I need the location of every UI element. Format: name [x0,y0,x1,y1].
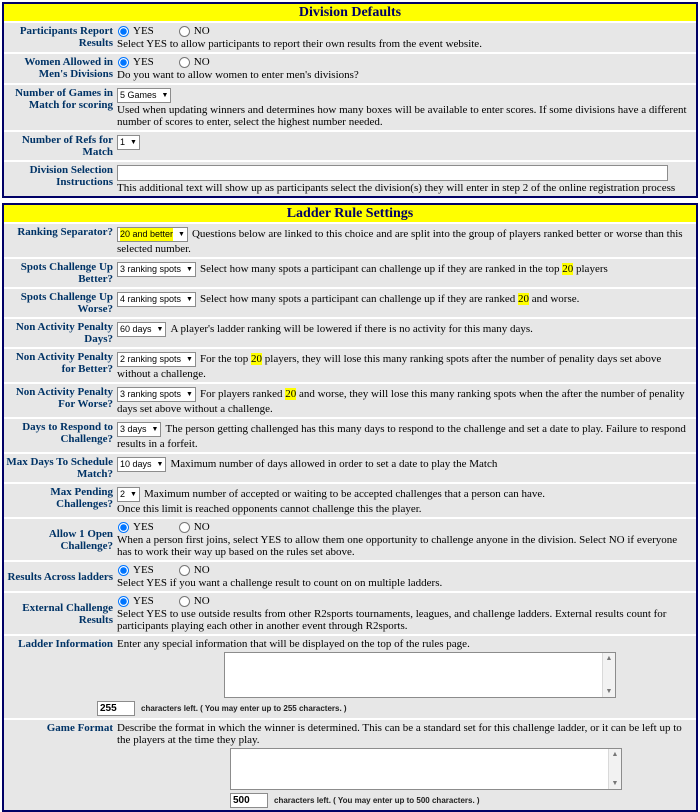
no-label: NO [193,595,210,607]
section-title: Division Defaults [4,4,696,21]
results-across-radio-group [117,564,693,576]
field-description: Select how many spots a participant can challenge up if they are ranked in the top 20 players [199,263,608,276]
chevron-down-icon: ▼ [156,326,164,333]
field-description: Maximum number of days allowed in order to set a date to play the Match [170,458,498,471]
ladder-information-count-input[interactable] [97,701,135,716]
select-value: 5 Games [120,90,157,100]
select-value: 3 ranking spots [120,264,182,274]
section-title: Ladder Rule Settings [4,205,696,222]
yes-label: YES [133,521,154,533]
spots-challenge-up-worse-select[interactable] [117,292,196,307]
counter-text: characters left. ( You may enter up to 500 characters. ) [274,795,480,805]
row-spots-challenge-up-better [4,257,696,287]
women-allowed-radio-group [117,56,693,68]
chevron-down-icon: ▼ [161,92,169,99]
game-format-count-input[interactable] [230,793,268,808]
select-value: 1 [120,137,126,147]
yes-label: YES [133,25,154,37]
chevron-down-icon: ▼ [151,426,159,433]
rank-highlight: 20 [251,353,263,366]
women-allowed-no-radio[interactable] [179,57,190,68]
row-allow-open-challenge [4,517,696,560]
row-spots-challenge-up-worse [4,287,696,317]
no-label: NO [193,564,210,576]
non-activity-penalty-worse-select[interactable] [117,387,196,402]
select-value: 60 days [120,324,152,334]
no-label: NO [193,521,210,533]
row-women-allowed [4,52,696,83]
field-label: Max Days To Schedule Match? [6,456,113,480]
division-selection-instructions-input[interactable] [117,165,668,181]
field-label: Days to Respond to Challenge? [22,421,113,445]
row-max-pending-challenges [4,482,696,517]
row-number-of-games [4,83,696,130]
field-description: Maximum number of accepted or waiting to be accepted challenges that a person can have. [143,488,545,501]
row-division-selection-instructions [4,160,696,196]
row-participants-report-results [4,21,696,52]
field-label: Non Activity Penalty Days? [15,321,113,345]
yes-label: YES [133,56,154,68]
counter-text: characters left. ( You may enter up to 255 characters. ) [141,703,347,713]
game-format-textarea[interactable] [230,748,622,790]
chevron-down-icon: ▼ [186,356,193,363]
field-label: Number of Refs for Match [21,134,113,158]
days-to-respond-select[interactable] [117,422,161,437]
max-days-to-schedule-select[interactable] [117,457,166,472]
chevron-down-icon: ▼ [186,296,193,303]
textarea-scrollbar[interactable] [608,749,621,789]
field-label: Game Format [46,722,113,734]
rank-highlight: 20 [517,293,529,306]
field-label: Allow 1 Open Challenge? [48,527,113,552]
allow-open-radio-group [117,521,693,533]
field-label: Spots Challenge Up Worse? [20,291,113,315]
row-external-challenge-results [4,591,696,634]
row-days-to-respond [4,417,696,452]
no-label: NO [193,56,210,68]
select-value: 10 days [120,459,152,469]
number-of-refs-select[interactable] [117,135,140,150]
row-results-across-ladders [4,560,696,591]
yes-label: YES [133,564,154,576]
field-description: For the top 20 players, they will lose this many ranking spots after the number of penality days set above without a challenge. [117,353,662,380]
results-across-yes-radio[interactable] [118,565,129,576]
row-ladder-information [4,634,696,718]
row-max-days-to-schedule [4,452,696,482]
no-label: NO [193,25,210,37]
field-description: This additional text will show up as participants select the division(s) they will enter in step 2 of the online registration process [117,182,676,194]
field-label: Ladder Information [18,638,113,650]
field-description: Questions below are linked to this choice and are split into the group of players ranked better or worse than this selected number. [117,228,683,255]
row-non-activity-penalty-better [4,347,696,382]
ranking-separator-select[interactable] [117,227,188,242]
field-description: The person getting challenged has this many days to respond to the challenge and set a date to play. Failure to respond results in a forfeit. [117,423,686,450]
field-description: Do you want to allow women to enter men's divisions? [117,69,359,81]
field-label: Results Across ladders [7,570,113,583]
field-label: Division Selection Instructions [29,164,113,188]
field-label: Max Pending Challenges? [50,486,113,510]
non-activity-penalty-days-select[interactable] [117,322,166,337]
row-non-activity-penalty-worse [4,382,696,417]
select-value: 2 ranking spots [120,354,182,364]
ladder-rule-settings-section [2,203,698,812]
textarea-scrollbar[interactable] [602,653,615,697]
field-label: Number of Games in Match for scoring [15,87,113,111]
chevron-down-icon: ▼ [186,266,193,273]
chevron-down-icon: ▼ [156,461,164,468]
max-pending-challenges-select[interactable] [117,487,140,502]
select-value: 2 [120,489,126,499]
field-description: Select YES to allow participants to report their own results from the event website. [117,38,482,50]
allow-open-yes-radio[interactable] [118,522,129,533]
row-number-of-refs [4,130,696,160]
select-value: 3 ranking spots [120,389,182,399]
field-description: Enter any special information that will be displayed on the top of the rules page. [117,638,470,650]
row-non-activity-penalty-days [4,317,696,347]
field-description: When a person first joins, select YES to allow them one opportunity to challenge anyone in the division. Select NO if everyone has to work their way up based on the rules set above. [117,534,678,558]
field-label: Participants Report Results [19,25,113,49]
field-description: For players ranked 20 and worse, they will lose this many ranking spots when the after the number of penality days set above without a challenge. [117,388,685,415]
participants-report-no-radio[interactable] [179,26,190,37]
row-game-format [4,718,696,810]
field-label: Women Allowed in Men's Divisions [24,56,113,80]
field-description: Describe the format in which the winner is determined. This can be a standard set for this challenge ladder, or it can be left up to the players at the time they play. [117,722,682,746]
select-value: 4 ranking spots [120,294,182,304]
field-description: Select YES to use outside results from other R2sports tournaments, leagues, and challenge ladders. External results count for participants playing each other in another event through R2sports. [117,608,667,632]
results-across-no-radio[interactable] [179,565,190,576]
field-description-2: Once this limit is reached opponents cannot challenge this the player. [117,503,422,515]
field-description: Select YES if you want a challenge result to count on on multiple ladders. [117,577,443,589]
select-value: 3 days [120,424,147,434]
scroll-up-icon[interactable]: ▲ [611,750,619,758]
field-label: Non Activity Penalty For Worse? [15,386,113,410]
participants-report-yes-radio[interactable] [118,26,129,37]
field-description: Select how many spots a participant can challenge up if they are ranked 20 and worse. [199,293,580,306]
participants-report-radio-group [117,25,693,37]
field-label: Spots Challenge Up Better? [20,261,113,285]
division-defaults-section [2,2,698,198]
field-description: Used when updating winners and determines how many boxes will be available to enter scores. If some divisions have a different number of scores to enter, select the highest number needed. [117,104,687,128]
scroll-up-icon[interactable]: ▲ [605,654,613,662]
field-label: Ranking Separator? [17,226,113,238]
field-label: Non Activity Penalty for Better? [15,351,113,375]
non-activity-penalty-better-select[interactable] [117,352,196,367]
women-allowed-yes-radio[interactable] [118,57,129,68]
external-results-radio-group [117,595,693,607]
spots-challenge-up-better-select[interactable] [117,262,196,277]
chevron-down-icon: ▼ [178,231,185,238]
row-ranking-separator [4,222,696,257]
yes-label: YES [133,595,154,607]
chevron-down-icon: ▼ [130,139,137,146]
ladder-information-counter [97,701,693,716]
scroll-down-icon[interactable]: ▼ [611,779,619,787]
external-results-yes-radio[interactable] [118,596,129,607]
ladder-information-textarea[interactable] [224,652,616,698]
select-value: 20 and better [120,229,174,239]
chevron-down-icon: ▼ [130,491,137,498]
game-format-counter [230,793,693,808]
field-label: External Challenge Results [22,601,113,626]
chevron-down-icon: ▼ [186,391,193,398]
field-description: A player's ladder ranking will be lowered if there is no activity for this many days. [170,323,533,336]
external-results-no-radio[interactable] [179,596,190,607]
number-of-games-select[interactable] [117,88,171,103]
rank-highlight: 20 [562,263,574,276]
allow-open-no-radio[interactable] [179,522,190,533]
scroll-down-icon[interactable]: ▼ [605,687,613,695]
rank-highlight: 20 [285,388,297,401]
